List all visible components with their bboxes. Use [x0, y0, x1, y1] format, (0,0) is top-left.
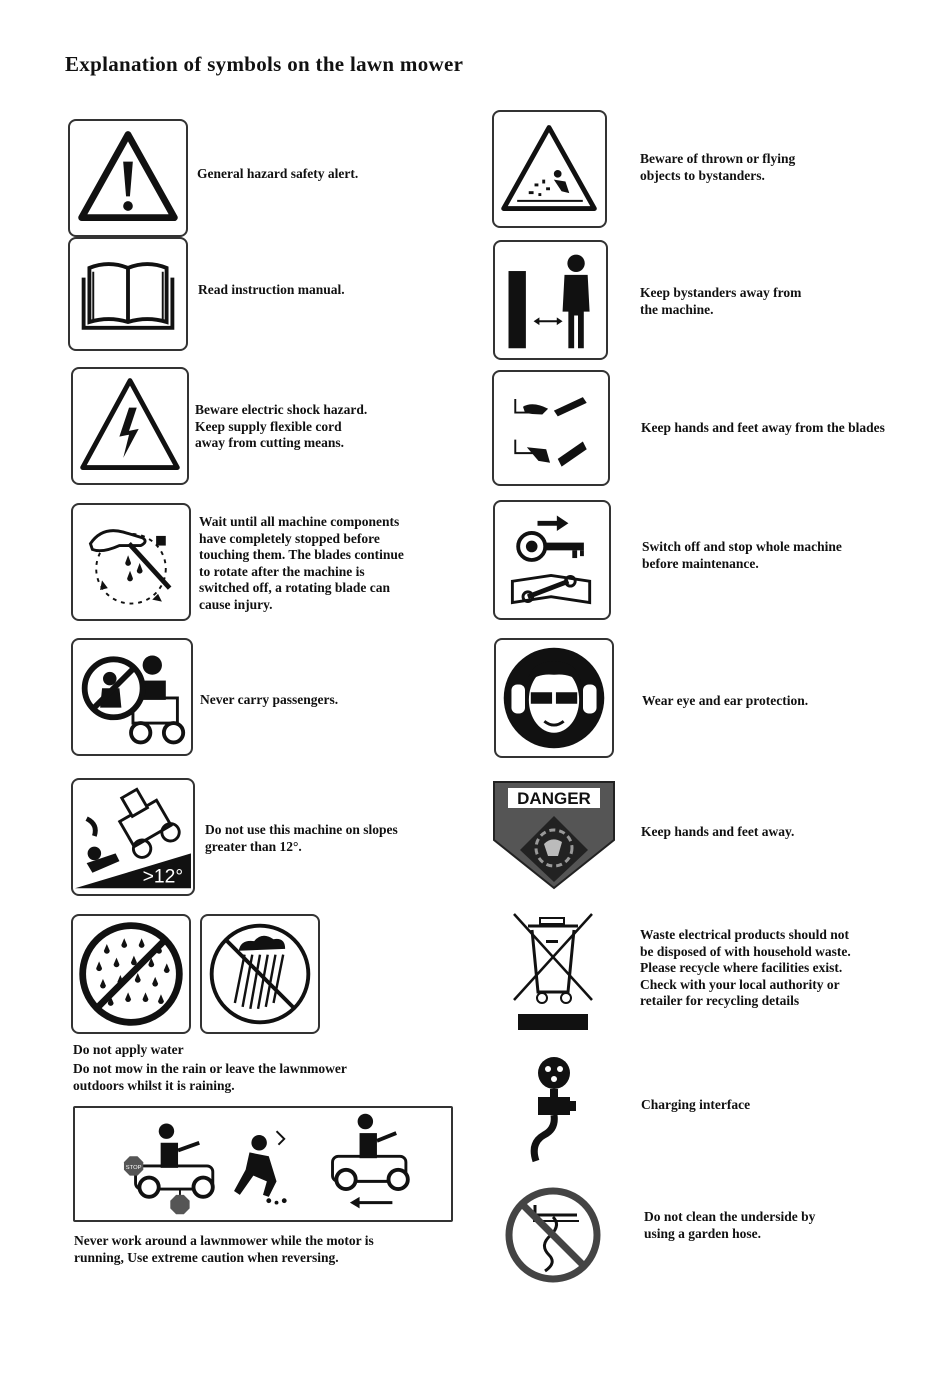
danger-text	[641, 824, 794, 841]
eye-ear-protection-icon	[494, 638, 614, 758]
lightning-triangle-icon	[71, 367, 189, 485]
danger-sign-icon	[492, 780, 616, 890]
bystanders-text-line: Keep bystanders away from	[640, 285, 802, 300]
thrown-objects-icon	[492, 110, 607, 228]
manual-text	[198, 282, 345, 299]
no-water-icon	[71, 914, 191, 1034]
switchoff-text	[642, 539, 842, 572]
shock-text-line: Beware electric shock hazard.	[195, 402, 368, 417]
shock-text	[195, 402, 367, 452]
thrown-text	[640, 151, 795, 184]
shock-text-line: Keep supply flexible cord	[195, 418, 342, 434]
thrown-text-line: Beware of thrown or flying	[640, 151, 796, 166]
weee-text-line: Please recycle where facilities exist.	[640, 960, 843, 975]
stop-sign-label: STOP	[125, 1164, 142, 1171]
bystander-distance-icon	[493, 240, 608, 360]
slope-label: >12°	[142, 866, 184, 888]
no-hose-icon	[503, 1185, 603, 1285]
shock-text-line: away from cutting means.	[195, 435, 344, 450]
wait-text-line: cause injury.	[199, 596, 273, 612]
protection-text-line: Wear eye and ear protection.	[642, 693, 809, 708]
slope-rollover-icon	[71, 778, 195, 896]
crossed-bin-icon	[508, 910, 600, 1034]
weee-text	[640, 927, 851, 1010]
blades-text-line: Keep hands and feet away from the blades	[641, 420, 885, 435]
slopes-text-line: Do not use this machine on slopes	[205, 822, 398, 837]
key-removal-icon	[493, 500, 611, 620]
reversing-text	[74, 1233, 374, 1266]
slopes-text-line: greater than 12°.	[205, 838, 302, 854]
water-text	[73, 1042, 184, 1059]
page-title: Explanation of symbols on the lawn mower	[65, 52, 464, 76]
bystanders-text-line: the machine.	[640, 301, 714, 317]
passengers-text	[200, 692, 338, 709]
charging-text	[641, 1097, 750, 1114]
bystanders-text	[640, 285, 801, 318]
reversing-text-line: Never work around a lawnmower while the motor is	[74, 1233, 374, 1248]
hose-text-line: Do not clean the underside by	[644, 1209, 816, 1224]
blades-text	[641, 420, 885, 437]
hand-foot-blade-icon	[492, 370, 610, 486]
rain-text-line: Do not mow in the rain or leave the lawnmower	[73, 1061, 347, 1076]
rain-text-line: outdoors whilst it is raining.	[73, 1077, 235, 1093]
wait-text-line: switched off, a rotating blade can	[199, 580, 390, 595]
danger-sign-label: DANGER	[517, 789, 591, 808]
reversing-text-line: running, Use extreme caution when reversing.	[74, 1249, 339, 1265]
wait-text	[199, 514, 404, 613]
hazard-text-line: General hazard safety alert.	[197, 166, 359, 181]
wait-text-line: to rotate after the machine is	[199, 563, 365, 579]
weee-text-line: Waste electrical products should not	[640, 927, 849, 942]
danger-text-line: Keep hands and feet away.	[641, 824, 795, 839]
weee-text-line: Check with your local authority or	[640, 976, 840, 992]
open-book-icon	[68, 237, 188, 351]
charging-text-line: Charging interface	[641, 1097, 751, 1112]
hose-text	[644, 1209, 815, 1242]
no-rain-icon	[200, 914, 320, 1034]
rotating-blade-hand-icon	[71, 503, 191, 621]
wait-text-line: Wait until all machine components	[199, 514, 400, 529]
slopes-text	[205, 822, 398, 855]
warning-exclamation-icon	[68, 119, 188, 237]
switchoff-text-line: Switch off and stop whole machine	[642, 539, 842, 554]
rain-text	[73, 1061, 347, 1094]
wait-text-line: touching them. The blades continue	[199, 547, 404, 562]
passengers-text-line: Never carry passengers.	[200, 692, 339, 707]
wait-text-line: have completely stopped before	[199, 530, 380, 546]
weee-text-line: be disposed of with household waste.	[640, 943, 851, 959]
hazard-text	[197, 166, 358, 183]
reversing-mower-icon	[73, 1106, 453, 1222]
no-passenger-icon	[71, 638, 193, 756]
thrown-text-line: objects to bystanders.	[640, 167, 765, 183]
weee-text-line: retailer for recycling details	[640, 993, 800, 1008]
charging-plug-icon	[520, 1055, 584, 1165]
hose-text-line: using a garden hose.	[644, 1225, 762, 1241]
switchoff-text-line: before maintenance.	[642, 555, 759, 571]
protection-text	[642, 693, 808, 710]
manual-text-line: Read instruction manual.	[198, 282, 345, 297]
water-text-line: Do not apply water	[73, 1042, 184, 1057]
